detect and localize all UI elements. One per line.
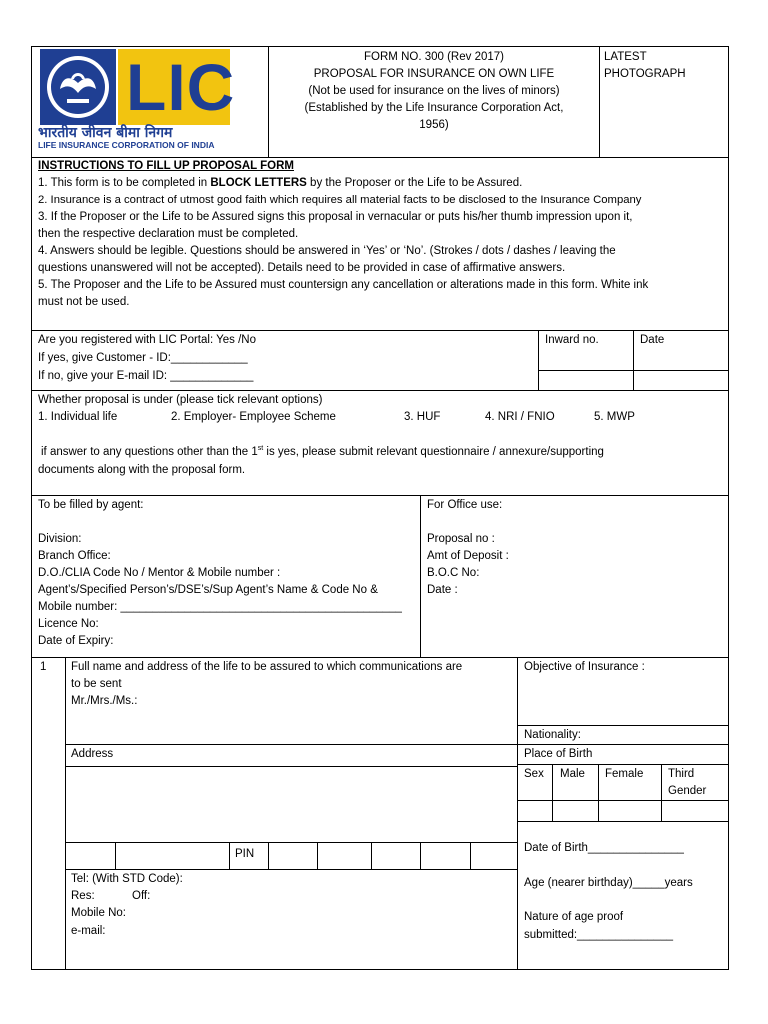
nationality-field[interactable]: Nationality: [524, 729, 581, 741]
scheme-note-line1: if answer to any questions other than the 1st is yes, please submit relevant questionnaire / annexure/supporting [41, 445, 604, 458]
option-mwp[interactable]: 5. MWP [594, 411, 635, 423]
email-id-field[interactable]: If no, give your E-mail ID: _____________ [38, 370, 254, 382]
address-label: Address [71, 748, 114, 760]
instruction-4a: 4. Answers should be legible. Questions should be answered in ‘Yes’ or ‘No’. (Strokes / dots / dashes / leaving the [38, 245, 616, 257]
sex-third-gender-checkbox[interactable] [662, 801, 728, 821]
option-huf[interactable]: 3. HUF [404, 411, 441, 423]
clia-code-field[interactable]: D.O./CLIA Code No / Mentor & Mobile number : [38, 567, 281, 579]
instructions [38, 158, 728, 311]
licence-no-field[interactable]: Licence No: [38, 618, 99, 630]
form-title: FORM NO. 300 (Rev 2017) PROPOSAL FOR INSURANCE ON OWN LIFE (Not be used for insurance on the lives of minors) (Established by the Life Insurance Corporation Act, 1956) [304, 51, 564, 131]
division-field[interactable]: Division: [38, 533, 82, 545]
scheme-question: Whether proposal is under (please tick relevant options) [38, 394, 323, 406]
age-field[interactable]: Age (nearer birthday)_____years [524, 877, 693, 889]
logo-hindi-text: भारतीय जीवन बीमा निगम [38, 125, 173, 141]
option-employer-employee[interactable]: 2. Employer- Employee Scheme [171, 411, 336, 423]
sex-third-gender-option[interactable]: Third Gender [668, 768, 707, 797]
photograph-box[interactable]: LATEST PHOTOGRAPH [604, 51, 686, 80]
instruction-1: 1. This form is to be completed in BLOCK LETTERS by the Proposer or the Life to be Assured. [38, 177, 523, 189]
full-name-question-line2: to be sent [71, 678, 122, 690]
full-name-question-line1: Full name and address of the life to be assured to which communications are [71, 661, 463, 673]
instruction-4b: questions unanswered will not be accepted). Details need to be provided in case of affirmative answers. [38, 262, 566, 274]
tel-label: Tel: (With STD Code): [71, 873, 183, 885]
portal-registered-question: Are you registered with LIC Portal: Yes /No [38, 334, 256, 346]
age-proof-label: Nature of age proof [524, 911, 624, 923]
mobile-no-field[interactable]: Mobile No: [71, 907, 126, 919]
date-of-birth-field[interactable]: Date of Birth_______________ [524, 842, 684, 854]
sex-male-checkbox[interactable] [553, 801, 598, 821]
date-input[interactable] [634, 371, 728, 390]
office-section [427, 497, 722, 599]
address-input[interactable] [66, 767, 516, 842]
off-phone-field[interactable]: Off: [132, 890, 151, 902]
option-nri-fnio[interactable]: 4. NRI / FNIO [485, 411, 555, 423]
inward-no-label: Inward no. [545, 334, 599, 346]
agent-name-line1: Agent’s/Specified Person’s/DSE’s/Sup Agent’s Name & Code No & [38, 584, 378, 596]
logo-english-text: LIFE INSURANCE CORPORATION OF INDIA [38, 140, 215, 150]
customer-id-field[interactable]: If yes, give Customer - ID:____________ [38, 352, 248, 364]
lic-logo [38, 49, 236, 150]
sex-female-checkbox[interactable] [599, 801, 661, 821]
sex-label: Sex [524, 768, 544, 780]
place-of-birth-field[interactable]: Place of Birth [524, 748, 593, 760]
age-proof-field[interactable]: submitted:_______________ [524, 929, 673, 941]
date-of-expiry-field[interactable]: Date of Expiry: [38, 635, 114, 647]
proposal-no-field[interactable]: Proposal no : [427, 533, 495, 545]
objective-of-insurance-field[interactable]: Objective of Insurance : [524, 661, 645, 673]
instruction-2: 2. Insurance is a contract of utmost good faith which requires all material facts to be disclosed to the Insurance Company [38, 194, 642, 206]
scheme-note-line2: documents along with the proposal form. [38, 464, 246, 476]
office-date-field[interactable]: Date : [427, 584, 458, 596]
instruction-3b: then the respective declaration must be completed. [38, 228, 299, 240]
res-phone-field[interactable]: Res: [71, 890, 95, 902]
pin-label: PIN [235, 848, 255, 860]
lic-emblem-icon [40, 49, 116, 125]
agent-mobile-field[interactable]: Mobile number: ____________________________________________ [38, 601, 402, 613]
instruction-5b: must not be used. [38, 296, 130, 308]
amount-deposit-field[interactable]: Amt of Deposit : [427, 550, 509, 562]
inward-no-input[interactable] [539, 371, 633, 390]
instruction-5a: 5. The Proposer and the Life to be Assured must countersign any cancellation or alterations made in this form. White ink [38, 279, 649, 291]
office-heading: For Office use: [427, 499, 503, 511]
agent-section [38, 497, 418, 650]
date-label: Date [640, 334, 665, 346]
salutation-field[interactable]: Mr./Mrs./Ms.: [71, 695, 138, 707]
branch-office-field[interactable]: Branch Office: [38, 550, 111, 562]
agent-heading: To be filled by agent: [38, 499, 144, 511]
email-field[interactable]: e-mail: [71, 925, 106, 937]
instructions-heading: INSTRUCTIONS TO FILL UP PROPOSAL FORM [38, 160, 294, 172]
sex-male-option[interactable]: Male [560, 768, 585, 780]
section-number: 1 [40, 661, 47, 673]
lic-logo-wordmark: LIC [118, 49, 230, 125]
sex-female-option[interactable]: Female [605, 768, 644, 780]
instruction-3a: 3. If the Proposer or the Life to be Assured signs this proposal in vernacular or puts his/her thumb impression upon it, [38, 211, 633, 223]
option-individual-life[interactable]: 1. Individual life [38, 411, 118, 423]
boc-no-field[interactable]: B.O.C No: [427, 567, 480, 579]
